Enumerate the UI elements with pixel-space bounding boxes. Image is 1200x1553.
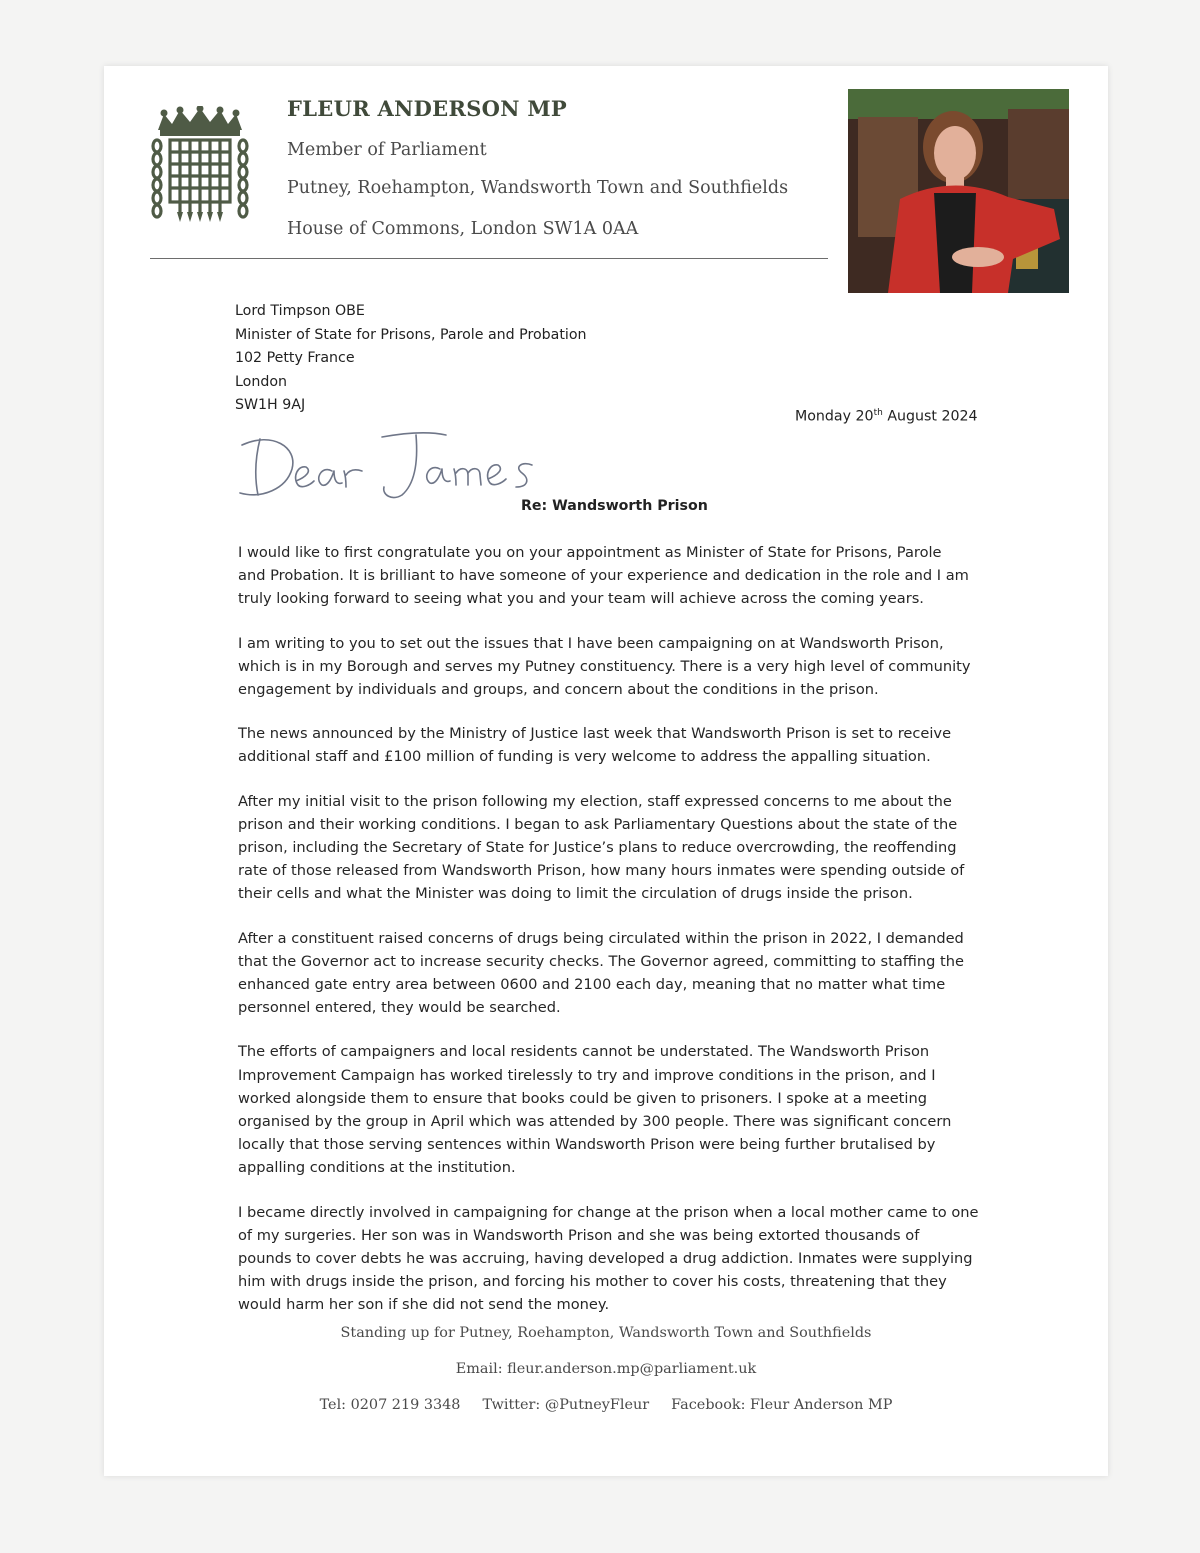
recipient-line: SW1H 9AJ [235, 397, 306, 413]
mp-name: FLEUR ANDERSON MP [287, 96, 568, 121]
body-line: would harm her son if she did not send the money. [238, 1296, 610, 1314]
handwritten-salutation [232, 425, 552, 505]
footer-email: Email: fleur.anderson.mp@parliament.uk [455, 1361, 757, 1377]
body-line: and Probation. It is brilliant to have someone of your experience and dedication in the role and I am [238, 567, 969, 585]
body-line: locally that those serving sentences within Wandsworth Prison were being further brutalised by [238, 1136, 936, 1154]
body-line: appalling conditions at the institution. [238, 1159, 516, 1177]
body-paragraph [238, 1040, 998, 1179]
body-line: The efforts of campaigners and local residents cannot be understated. The Wandsworth Prison [238, 1043, 930, 1061]
footer-contacts [104, 1397, 1108, 1413]
office-address: House of Commons, London SW1A 0AA [287, 219, 639, 239]
body-line: I became directly involved in campaigning for change at the prison when a local mother came to one [238, 1203, 979, 1221]
letter-subject: Re: Wandsworth Prison [521, 498, 708, 514]
body-line: rate of those released from Wandsworth Prison, how many hours inmates were spending outside of [238, 862, 965, 880]
body-line: truly looking forward to seeing what you and your team will achieve across the coming years. [238, 590, 924, 608]
body-line: of my surgeries. Her son was in Wandsworth Prison and she was being extorted thousands of [238, 1226, 920, 1244]
recipient-address [235, 300, 587, 418]
body-line: pounds to cover debts he was accruing, having developed a drug addiction. Inmates were supplying [238, 1250, 973, 1268]
body-line: I am writing to you to set out the issues that I have been campaigning on at Wandsworth Prison, [238, 634, 944, 652]
letter-date: Monday 20th August 2024 [795, 408, 978, 425]
recipient-line: 102 Petty France [235, 350, 355, 366]
body-line: worked alongside them to ensure that books could be given to prisoners. I spoke at a meeting [238, 1089, 927, 1107]
body-line: additional staff and £100 million of funding is very welcome to address the appalling situation. [238, 748, 931, 766]
letter-body [238, 541, 998, 1338]
body-line: that the Governor act to increase security checks. The Governor agreed, committing to staffing the [238, 952, 964, 970]
footer-tagline: Standing up for Putney, Roehampton, Wandsworth Town and Southfields [340, 1325, 872, 1341]
body-line: The news announced by the Ministry of Justice last week that Wandsworth Prison is set to receive [238, 725, 952, 743]
body-line: After my initial visit to the prison following my election, staff expressed concerns to me about the [238, 792, 952, 810]
body-line: Improvement Campaign has worked tirelessly to try and improve conditions in the prison, and I [238, 1066, 936, 1084]
body-line: personnel entered, they would be searched. [238, 999, 561, 1017]
body-line: him with drugs inside the prison, and forcing his mother to cover his costs, threatening that they [238, 1273, 947, 1291]
recipient-line: London [235, 373, 288, 390]
body-paragraph [238, 927, 998, 1020]
body-paragraph [238, 1201, 998, 1317]
recipient-line: Lord Timpson OBE [235, 303, 365, 319]
header-divider [150, 258, 828, 259]
body-paragraph [238, 632, 998, 702]
body-paragraph [238, 722, 998, 768]
body-line: prison and their working conditions. I began to ask Parliamentary Questions about the state of the [238, 815, 958, 833]
mp-role: Member of Parliament [287, 140, 487, 160]
body-line: which is in my Borough and serves my Putney constituency. There is a very high level of community [238, 657, 971, 675]
body-paragraph [238, 790, 998, 906]
body-line: their cells and what the Minister was doing to limit the circulation of drugs inside the prison. [238, 885, 913, 903]
body-line: organised by the group in April which was attended by 300 people. There was significant concern [238, 1113, 952, 1131]
portcullis-emblem-icon [150, 106, 250, 224]
body-line: enhanced gate entry area between 0600 and 2100 each day, meaning that no matter what time [238, 976, 946, 994]
footer-facebook: Facebook: Fleur Anderson MP [671, 1397, 893, 1413]
footer-tel: Tel: 0207 219 3348 [319, 1397, 461, 1413]
constituency: Putney, Roehampton, Wandsworth Town and Southfields [287, 178, 789, 198]
body-line: engagement by individuals and groups, and concern about the conditions in the prison. [238, 681, 879, 699]
mp-portrait-photo [848, 89, 1069, 293]
body-line: prison, including the Secretary of State for Justice’s plans to reduce overcrowding, the reoffending [238, 839, 957, 857]
body-paragraph [238, 541, 998, 611]
body-line: I would like to first congratulate you on your appointment as Minister of State for Prisons, Parole [238, 544, 942, 561]
body-line: After a constituent raised concerns of drugs being circulated within the prison in 2022, I demanded [238, 929, 964, 947]
footer-twitter: Twitter: @PutneyFleur [482, 1397, 650, 1413]
recipient-line: Minister of State for Prisons, Parole and Probation [235, 326, 587, 343]
